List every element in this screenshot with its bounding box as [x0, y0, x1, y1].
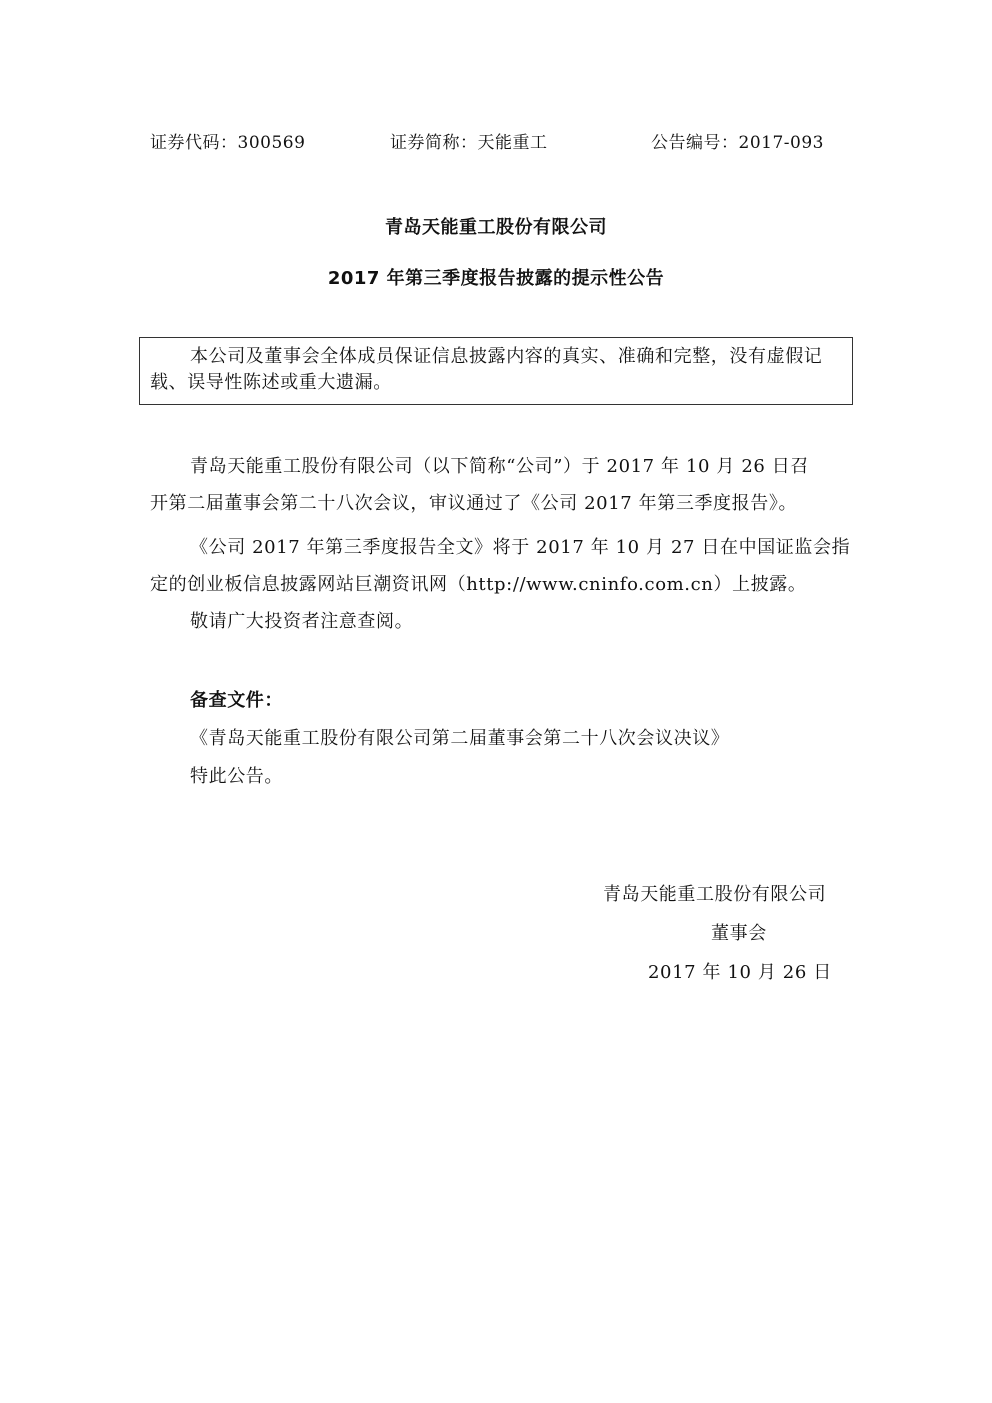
signature-date: 2017 年 10 月 26 日 [648, 962, 832, 983]
notice-number: 公告编号：2017-093 [651, 133, 824, 153]
body-para2-line2: 定的创业板信息披露网站巨潮资讯网（http://www.cninfo.com.cn）上披露。 [150, 574, 807, 595]
body-para1-line2: 开第二届董事会第二十八次会议，审议通过了《公司 2017 年第三季度报告》。 [150, 493, 798, 514]
statement-text: 本公司及董事会全体成员保证信息披露内容的真实、准确和完整，没有虚假记载、误导性陈述或重大遗漏。 [150, 346, 823, 393]
body-para2-line1: 《公司 2017 年第三季度报告全文》将于 2017 年 10 月 27 日在中国证监会指 [190, 537, 851, 558]
stock-short-name: 证券简称：天能重工 [390, 133, 548, 153]
reference-item: 《青岛天能重工股份有限公司第二届董事会第二十八次会议决议》 [190, 728, 730, 749]
reference-heading: 备查文件： [190, 690, 283, 711]
body-para1-line1: 青岛天能重工股份有限公司（以下简称“公司”）于 2017 年 10 月 26 日召 [190, 456, 809, 477]
body-para3: 敬请广大投资者注意查阅。 [190, 611, 414, 632]
company-title: 青岛天能重工股份有限公司 [385, 217, 607, 238]
statement-box [139, 337, 853, 405]
signature-company: 青岛天能重工股份有限公司 [603, 884, 827, 905]
notice-title: 2017 年第三季度报告披露的提示性公告 [327, 268, 665, 289]
stock-code: 证券代码：300569 [150, 133, 306, 153]
signature-board: 董事会 [711, 923, 767, 944]
closing-text: 特此公告。 [190, 766, 283, 787]
